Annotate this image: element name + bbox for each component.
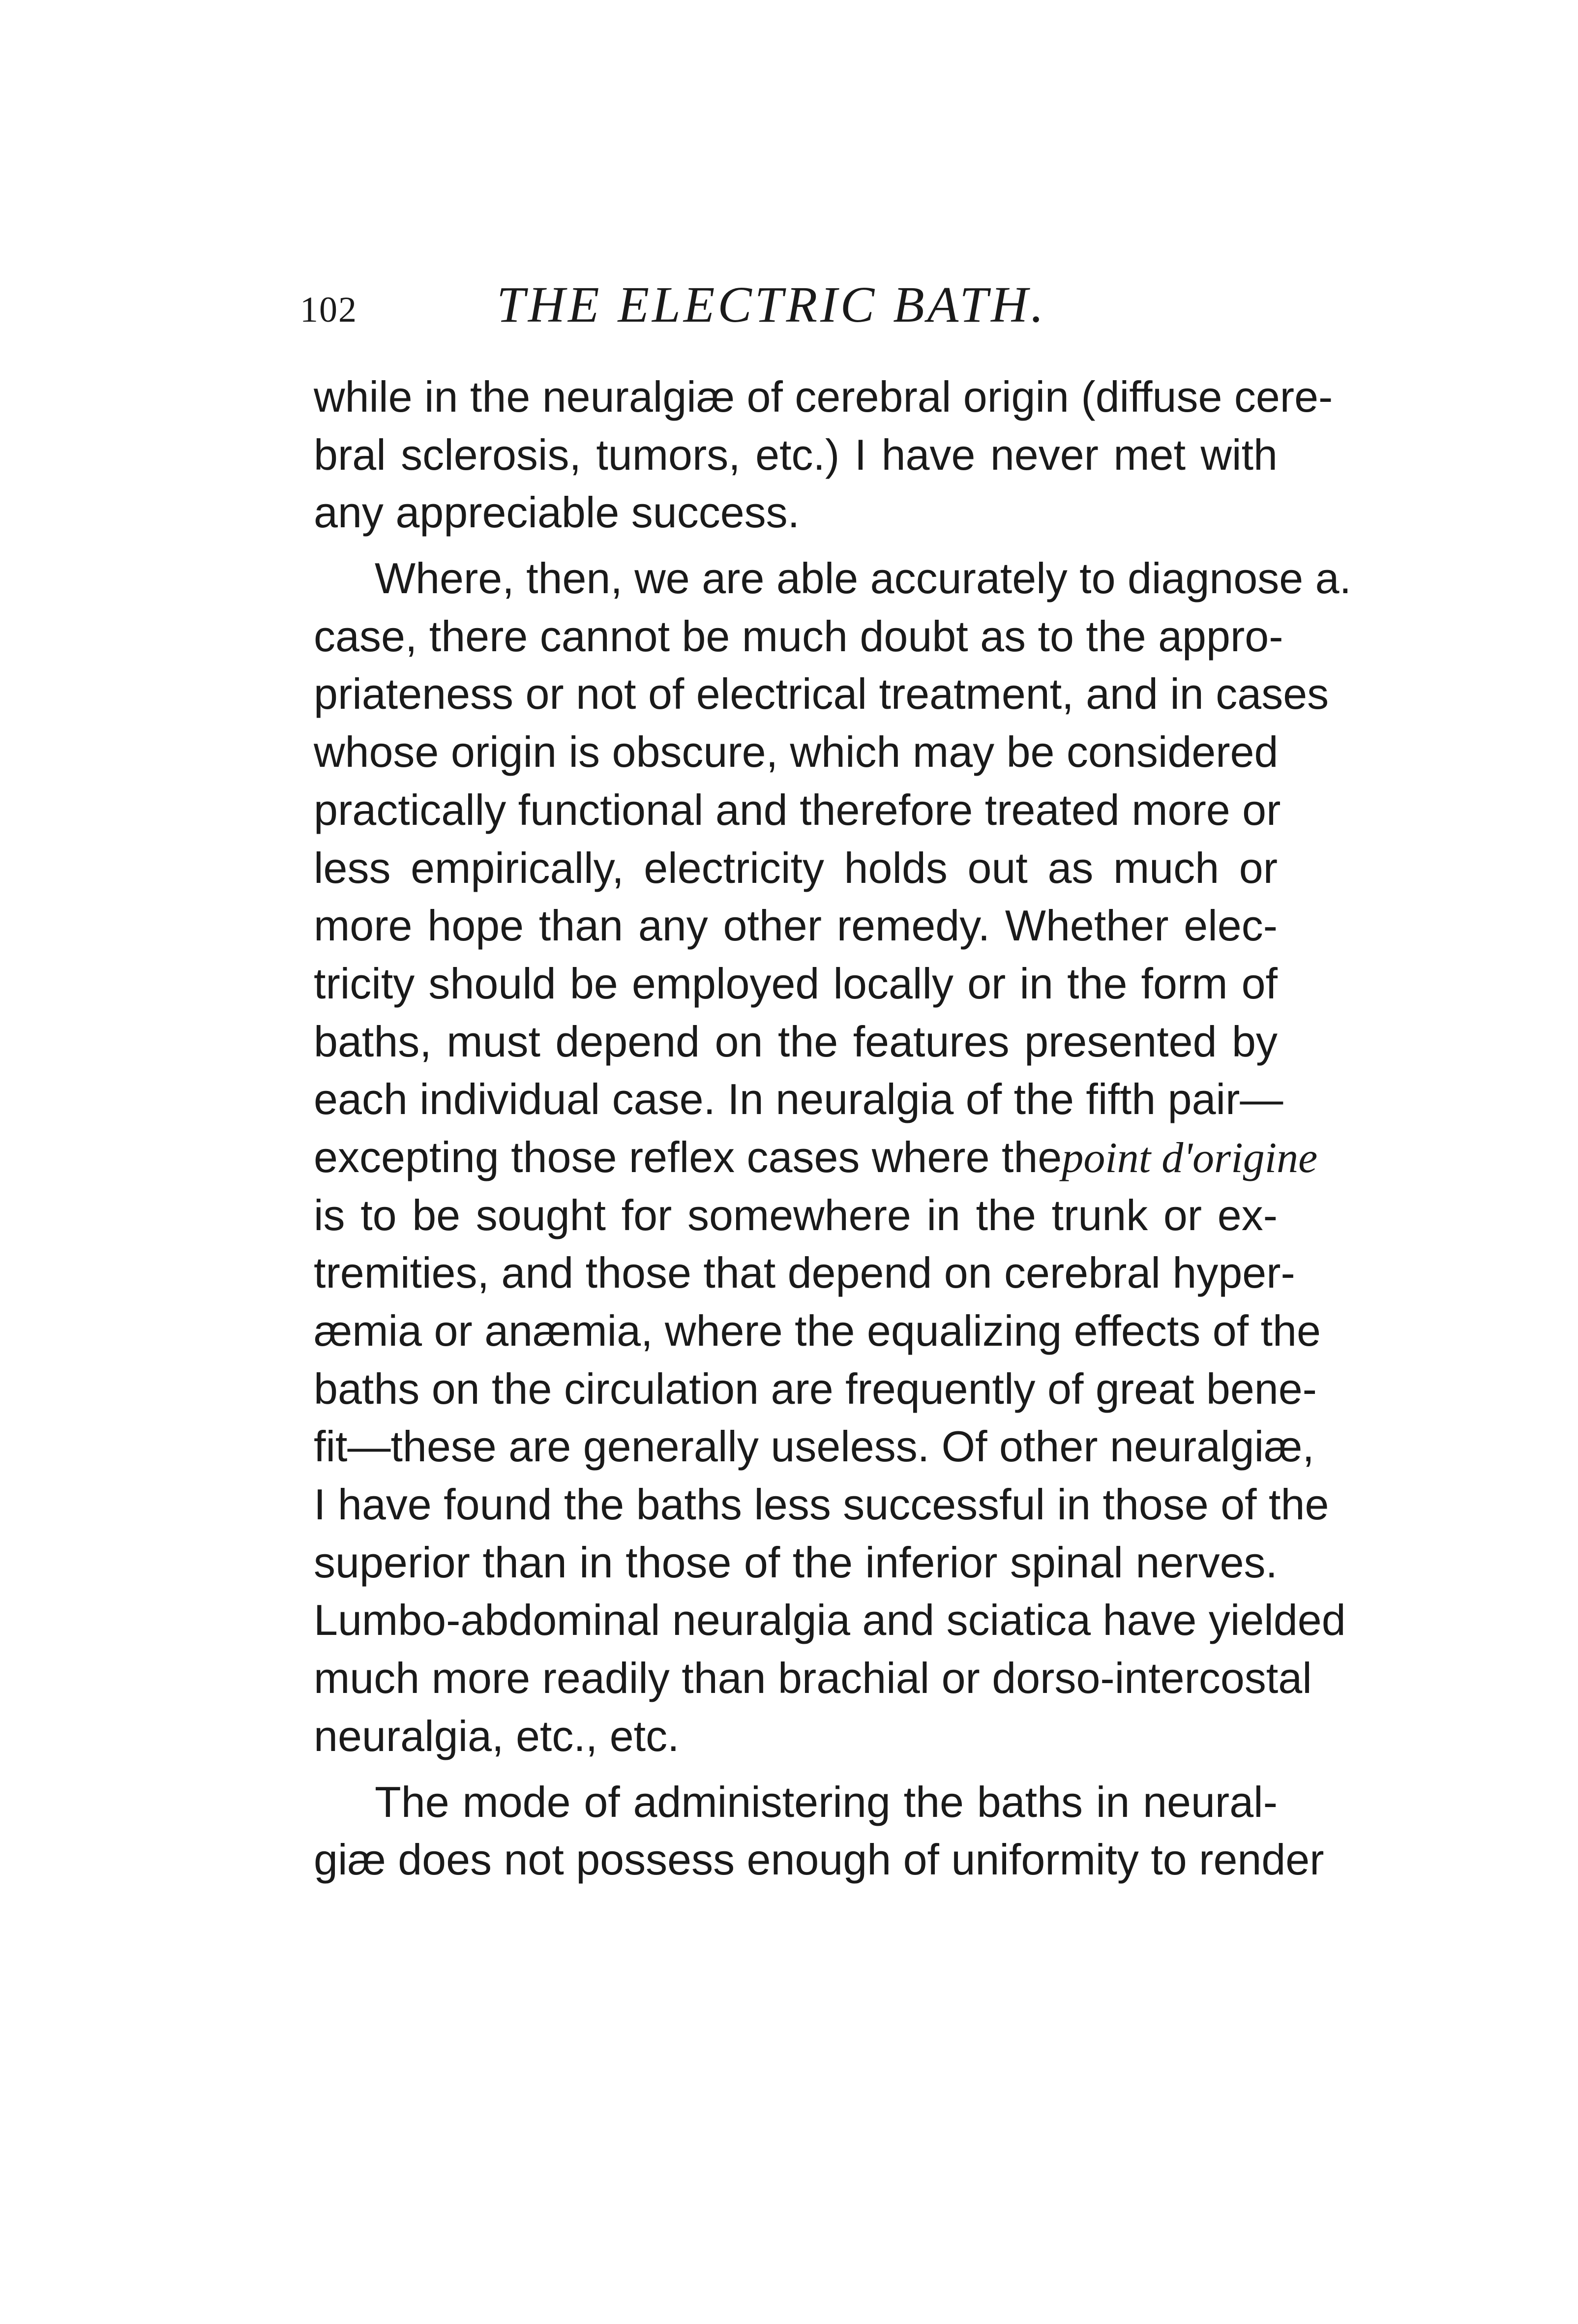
text-line: neuralgia, etc., etc. — [314, 1711, 680, 1760]
page-number: 102 — [300, 290, 357, 330]
paragraph-first-line: Where, then, we are able accurately to diagnose a. — [375, 554, 1352, 603]
text-line: priateness or not of electrical treatment, and in cases — [314, 669, 1329, 719]
text-line: fit—these are generally useless. Of other neuralgiæ, — [314, 1422, 1314, 1471]
text-line: much more readily than brachial or dorso-intercostal — [314, 1654, 1312, 1703]
text-line: more hope than any other remedy. Whether elec- — [314, 901, 1278, 950]
text-line: whose origin is obscure, which may be considered — [314, 727, 1279, 777]
text-line: superior than in those of the inferior spinal nerves. — [314, 1538, 1278, 1587]
text-line: æmia or anæmia, where the equalizing effects of the — [314, 1306, 1321, 1355]
page-header — [300, 275, 1283, 344]
text-line: tremities, and those that depend on cerebral hyper- — [314, 1248, 1295, 1298]
text-line: is to be sought for somewhere in the trunk or ex- — [314, 1190, 1278, 1239]
text-line: I have found the baths less successful in those of the — [314, 1480, 1329, 1529]
text-line: baths on the circulation are frequently of great bene- — [314, 1364, 1317, 1413]
text-line: while in the neuralgiæ of cerebral origin (diffuse cere- — [314, 372, 1333, 421]
text-line: tricity should be employed locally or in the form of — [314, 959, 1278, 1008]
running-head: THE ELECTRIC BATH. — [497, 276, 1047, 333]
text-segment: excepting those reflex cases where the — [314, 1132, 1062, 1181]
text-line: giæ does not possess enough of uniformity to render — [314, 1835, 1324, 1884]
text-line-with-italic — [314, 1128, 1318, 1186]
text-line: baths, must depend on the features presented by — [314, 1017, 1278, 1066]
text-line: each individual case. In neuralgia of the fifth pair— — [314, 1075, 1283, 1124]
paragraph-first-line: The mode of administering the baths in neural- — [375, 1777, 1278, 1826]
text-line: practically functional and therefore treated more or — [314, 785, 1281, 834]
text-line: case, there cannot be much doubt as to the appro- — [314, 611, 1283, 661]
text-line: any appreciable success. — [314, 488, 800, 537]
text-line: bral sclerosis, tumors, etc.) I have never met with — [314, 430, 1278, 479]
text-line: less empirically, electricity holds out as much or — [314, 843, 1278, 892]
body-text — [314, 368, 1352, 1889]
text-line: Lumbo-abdominal neuralgia and sciatica have yielded — [314, 1596, 1346, 1645]
italic-phrase: point d'origine — [1062, 1134, 1318, 1182]
